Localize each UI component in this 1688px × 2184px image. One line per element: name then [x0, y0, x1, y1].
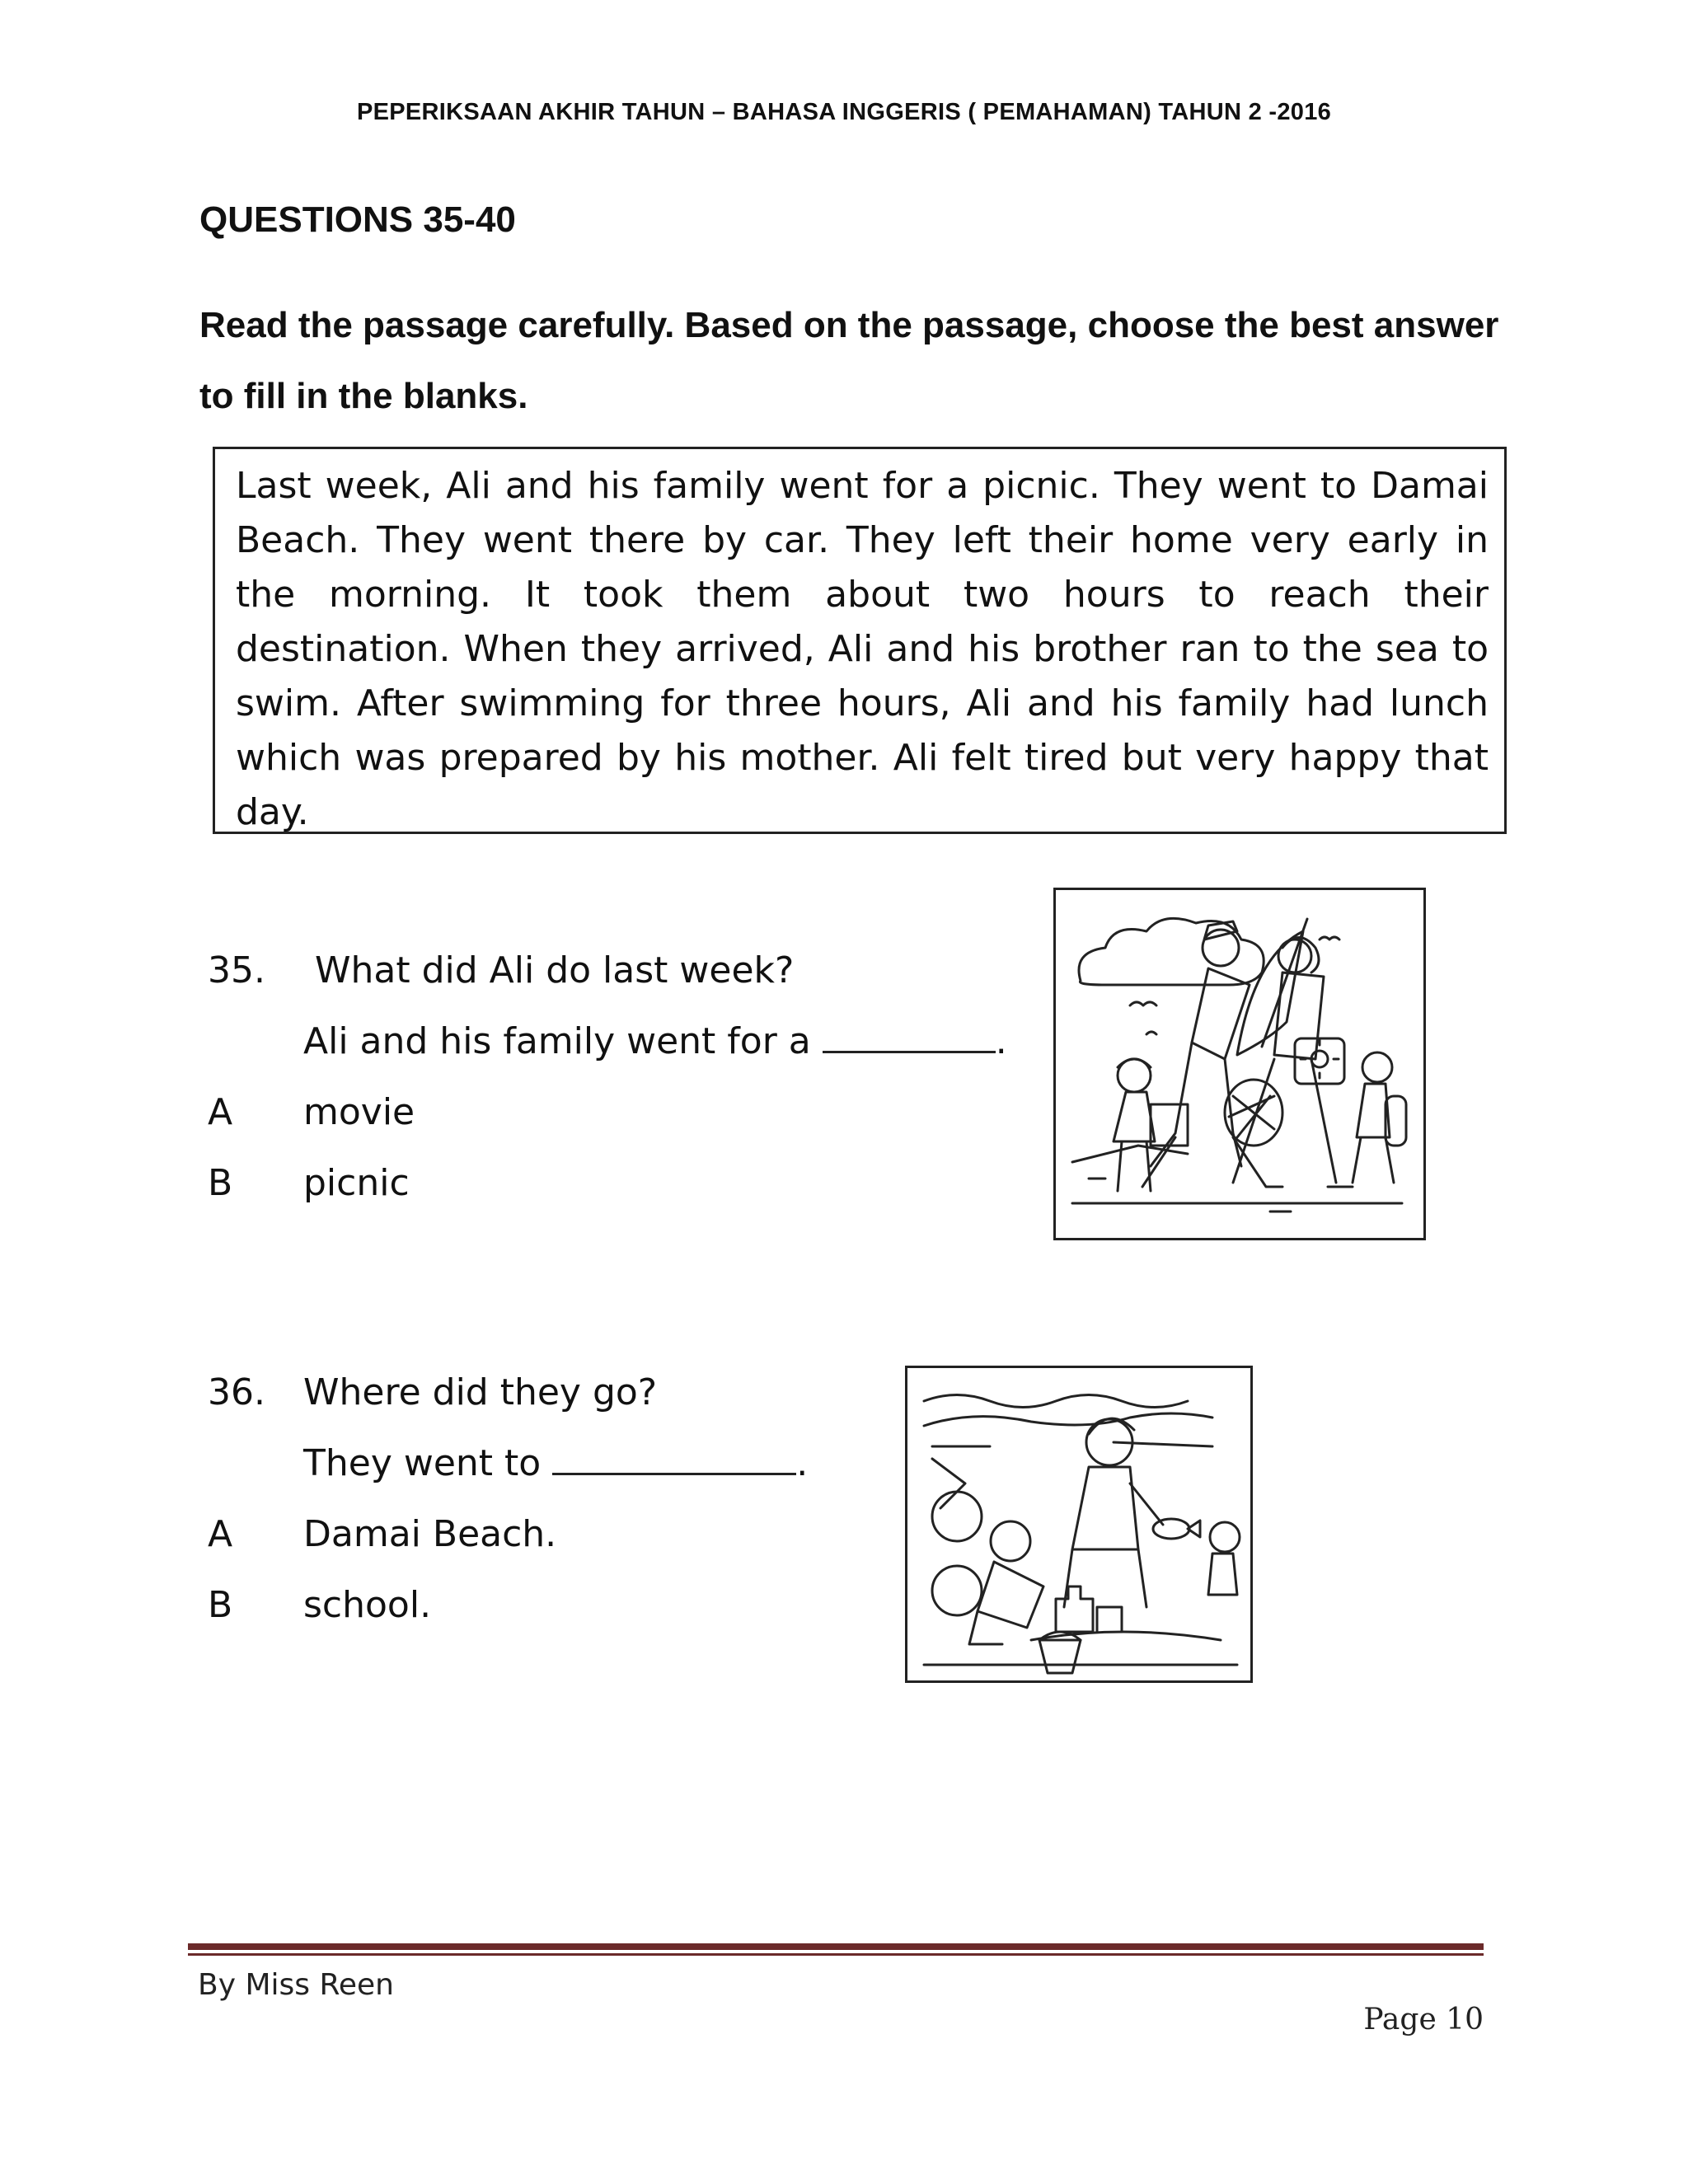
footer-rule-thin [188, 1953, 1484, 1956]
question-sentence [303, 1428, 808, 1499]
picnic-drawing [1056, 890, 1423, 1238]
option-text: school. [303, 1584, 432, 1626]
question-sentence [303, 1006, 1007, 1077]
option-a[interactable] [208, 1077, 1032, 1148]
option-text: Damai Beach. [303, 1513, 557, 1555]
sentence-after: . [995, 1020, 1007, 1062]
sentence-before: They went to [303, 1442, 542, 1484]
option-letter: A [208, 1513, 233, 1555]
option-text: picnic [303, 1162, 410, 1204]
beach-drawing [907, 1368, 1250, 1680]
exam-header: PEPERIKSAAN AKHIR TAHUN – BAHASA INGGERIS ( PEMAHAMAN) TAHUN 2 -2016 [356, 99, 1332, 125]
question-35 [208, 935, 1032, 1219]
question-number: 35. [208, 949, 265, 991]
sentence-after: . [796, 1442, 809, 1484]
option-b[interactable] [208, 1148, 1032, 1219]
option-letter: B [208, 1162, 233, 1204]
question-text: What did Ali do last week? [315, 949, 795, 991]
question-number: 36. [208, 1371, 265, 1413]
children-building-sandcastle-illustration [905, 1366, 1253, 1683]
author: By Miss Reen [198, 1968, 394, 2002]
page-number: Page 10 [1363, 2003, 1484, 2036]
option-text: movie [303, 1091, 415, 1133]
footer-rule-thick [188, 1943, 1484, 1950]
answer-blank[interactable] [823, 1013, 996, 1053]
footer-rule [188, 1943, 1484, 1956]
section-title: QUESTIONS 35-40 [199, 199, 516, 240]
answer-blank[interactable] [552, 1435, 796, 1475]
instructions: Read the passage carefully. Based on the passage, choose the best answer to fill in the blanks. [199, 305, 1499, 416]
question-text: Where did they go? [303, 1371, 658, 1413]
option-letter: B [208, 1584, 233, 1626]
family-walking-to-beach-illustration [1053, 888, 1426, 1240]
option-letter: A [208, 1091, 233, 1133]
passage-box [213, 447, 1507, 834]
sentence-before: Ali and his family went for a [303, 1020, 811, 1062]
passage-text: Last week, Ali and his family went for a picnic. They went to Damai Beach. They went there by car. They left their home very early in the morning. It took them about two hours to reach their destination. When they arrived, Ali and his brother ran to the sea to swim. After swimming for three hours, Ali and his family had lunch which was prepared by his mother. Ali felt tired but very happy that day. [236, 465, 1489, 833]
